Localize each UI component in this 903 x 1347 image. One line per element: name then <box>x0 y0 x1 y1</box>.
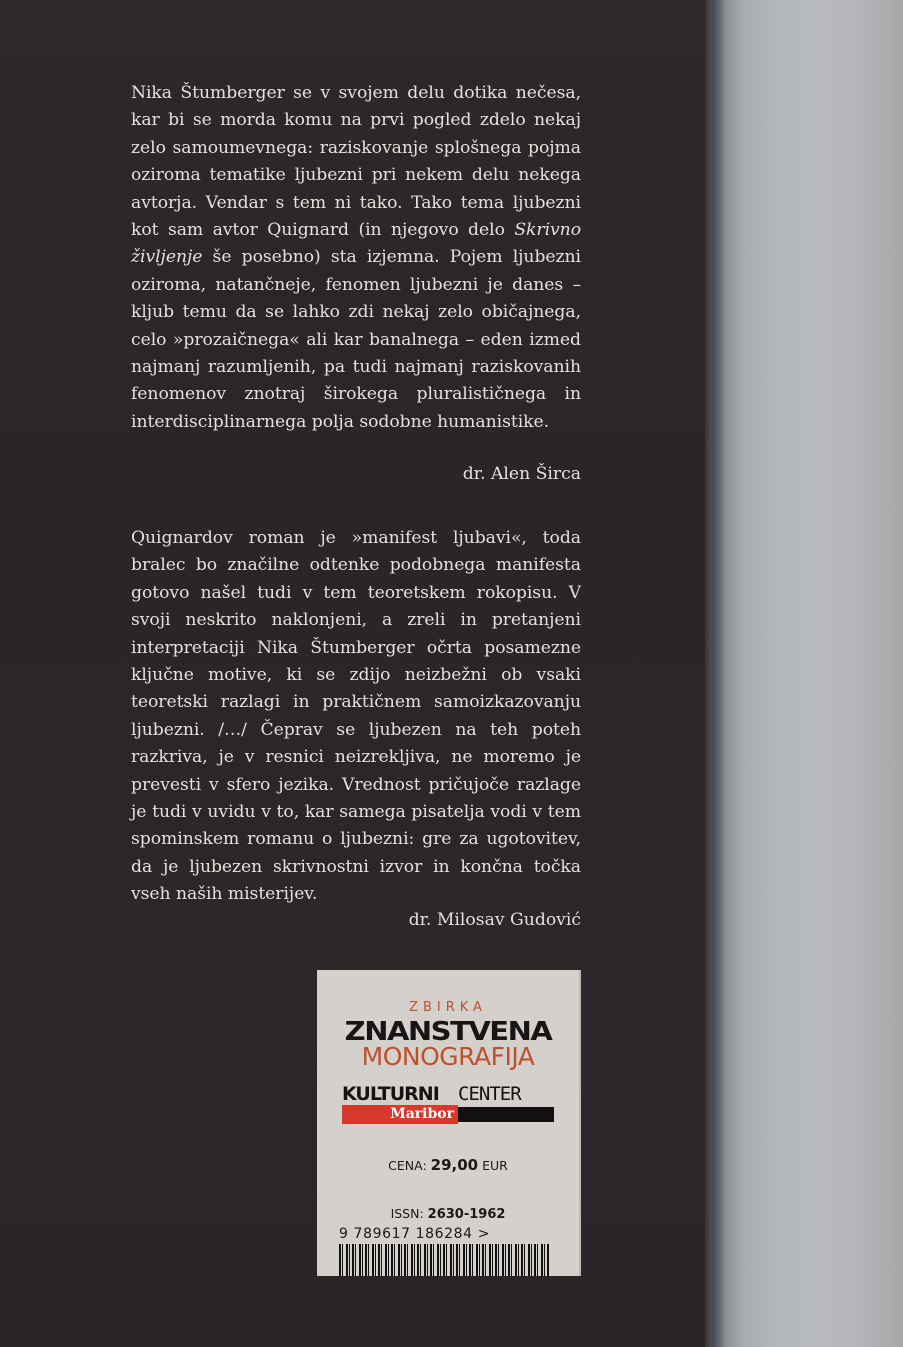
blurb-paragraph-1 <box>131 80 581 436</box>
logo-center: CENTER <box>458 1083 521 1105</box>
price-line <box>317 1156 579 1174</box>
collection-label: ZBIRKA <box>409 1000 487 1015</box>
barcode-icon <box>339 1244 549 1276</box>
issn-label: ISSN: <box>390 1206 424 1221</box>
blurb-1-part-b: še posebno) sta izjemna. Pojem ljubezni oziroma, natančneje, fenomen ljubezni je danes – kljub temu da se lahko zdi nekaj zelo običajnega, celo »prozaičnega« ali kar banalnega – eden izmed najmanj razumljenih, pa tudi najmanj raziskovanih fenomenov znotraj širokega pluralističnega in interdisciplinarnega polja sodobne humanistike. <box>131 247 581 432</box>
publisher-label <box>317 970 581 1276</box>
barcode-digits: 9 789617 186284 > <box>339 1226 491 1242</box>
collection-title-monografija: MONOGRAFIJA <box>361 1042 535 1071</box>
blurb-author-2: dr. Milosav Gudović <box>408 910 581 930</box>
collection-title-znanstvena: ZNANSTVENA <box>344 1015 552 1047</box>
blurb-text-2: Quignardov roman je »manifest ljubavi«, toda bralec bo značilne odtenke podobnega manifesta gotovo našel tudi v tem teoretskem rokopisu. V svoji neskrito naklonjeni, a zreli in pretanjeni interpretaciji Nika Štumberger očrta posamezne ključne motive, ki se zdijo neizbežni ob vsaki teoretski razlagi in praktičnem samoizkazovanju ljubezni. /…/ Čeprav se ljubezen na teh poteh razkriva, je v resnici neizrekljiva, ne moremo je prevesti v sfero jezika. Vrednost pričujoče razlage je tudi v uvidu v to, kar samega pisatelja vodi v tem spominskem romanu o ljubezni: gre za ugotovitev, da je ljubezen skrivnostni izvor in končna točka vseh naših misterijev. <box>131 528 581 905</box>
issn-line <box>317 1206 579 1222</box>
blurb-author-1: dr. Alen Širca <box>462 464 581 484</box>
blurb-1-part-a: Nika Štumberger se v svojem delu dotika nečesa, kar bi se morda komu na prvi pogled zdelo nekaj zelo samoumevnega: raziskovanje splošnega pojma oziroma tematike ljubezni pri nekem delu nekega avtorja. Vendar s tem ni tako. Tako tema ljubezni kot sam avtor Quignard (in njegovo delo <box>131 83 581 241</box>
blurb-text-1 <box>131 80 581 436</box>
price-value: 29,00 <box>430 1156 479 1174</box>
logo-maribor: Maribor <box>342 1105 458 1124</box>
logo-black-bar <box>458 1107 554 1122</box>
spine-shadow-band <box>712 0 726 1347</box>
logo-kulturni: KULTURNI <box>342 1083 439 1105</box>
price-label: CENA: <box>388 1158 427 1173</box>
blurb-paragraph-2 <box>131 525 581 909</box>
price-currency: EUR <box>482 1158 508 1173</box>
book-spine-edge <box>705 0 903 1347</box>
blurb-1-book-title: Skrivno življenje <box>131 220 581 268</box>
issn-value: 2630-1962 <box>427 1207 506 1222</box>
kulturni-center-logo <box>342 1083 554 1123</box>
